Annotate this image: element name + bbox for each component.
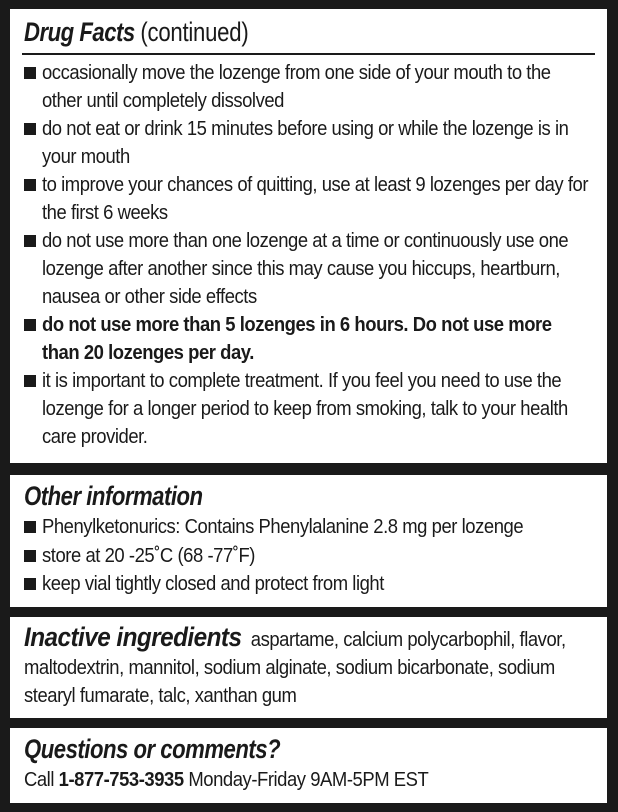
list-item-text: occasionally move the lozenge from one side of your mouth to the other until completely dissolved bbox=[42, 61, 551, 112]
bullet-square-icon bbox=[24, 521, 36, 533]
bullet-square-icon bbox=[24, 319, 36, 331]
drug-facts-title: Drug Facts bbox=[24, 17, 135, 47]
inactive-ingredients-panel bbox=[10, 617, 607, 718]
bullet-square-icon bbox=[24, 550, 36, 562]
questions-heading: Questions or comments? bbox=[24, 734, 281, 764]
questions-panel bbox=[10, 728, 607, 803]
inactive-ingredients-heading: Inactive ingredients bbox=[24, 622, 242, 652]
list-item bbox=[24, 367, 593, 451]
list-item-warning bbox=[24, 311, 593, 367]
drug-facts-heading bbox=[24, 17, 491, 47]
list-item bbox=[24, 115, 593, 171]
inactive-ingredients-paragraph bbox=[24, 623, 593, 710]
bullet-square-icon bbox=[24, 123, 36, 135]
contact-hours: Monday-Friday 9AM-5PM EST bbox=[188, 768, 429, 791]
phone-number: 1-877-753-3935 bbox=[58, 768, 184, 791]
warning-text: do not use more than 5 lozenges in 6 hours. Do not use more than 20 lozenges per day. bbox=[42, 313, 552, 364]
contact-line bbox=[24, 766, 593, 794]
call-prefix: Call bbox=[24, 768, 54, 791]
list-item bbox=[24, 542, 593, 571]
list-item-text: do not eat or drink 15 minutes before using or while the lozenge is in your mouth bbox=[42, 117, 569, 168]
heading-rule bbox=[22, 53, 595, 55]
list-item-text: Phenylketonurics: Contains Phenylalanine 2.8 mg per lozenge bbox=[42, 515, 524, 538]
list-item bbox=[24, 227, 593, 311]
list-item bbox=[24, 513, 593, 542]
list-item-text: keep vial tightly closed and protect from light bbox=[42, 572, 384, 595]
bullet-square-icon bbox=[24, 67, 36, 79]
drug-facts-continued-panel bbox=[10, 9, 607, 463]
other-information-list bbox=[24, 513, 593, 599]
list-item bbox=[24, 570, 593, 599]
list-item-text: to improve your chances of quitting, use at least 9 lozenges per day for the first 6 weeks bbox=[42, 173, 589, 224]
bullet-square-icon bbox=[24, 179, 36, 191]
inactive-ingredients-text: aspartame, calcium polycarbophil, flavor, maltodextrin, mannitol, sodium alginate, sodium bicarbonate, sodium stearyl fumarate, talc, xanthan gum bbox=[24, 628, 566, 707]
other-information-panel bbox=[10, 475, 607, 607]
bullet-square-icon bbox=[24, 578, 36, 590]
continued-label: (continued) bbox=[140, 17, 249, 47]
list-item-text: do not use more than one lozenge at a time or continuously use one lozenge after another since this may cause you hiccups, heartburn, nausea or other side effects bbox=[42, 229, 569, 308]
list-item-text: store at 20 -25˚C (68 -77˚F) bbox=[42, 543, 255, 567]
directions-list bbox=[24, 59, 593, 451]
list-item-text: it is important to complete treatment. If you feel you need to use the lozenge for a longer period to keep from smoking, talk to your health care provider. bbox=[42, 369, 568, 448]
list-item bbox=[24, 59, 593, 115]
bullet-square-icon bbox=[24, 235, 36, 247]
bullet-square-icon bbox=[24, 375, 36, 387]
other-information-heading: Other information bbox=[24, 481, 203, 511]
list-item bbox=[24, 171, 593, 227]
